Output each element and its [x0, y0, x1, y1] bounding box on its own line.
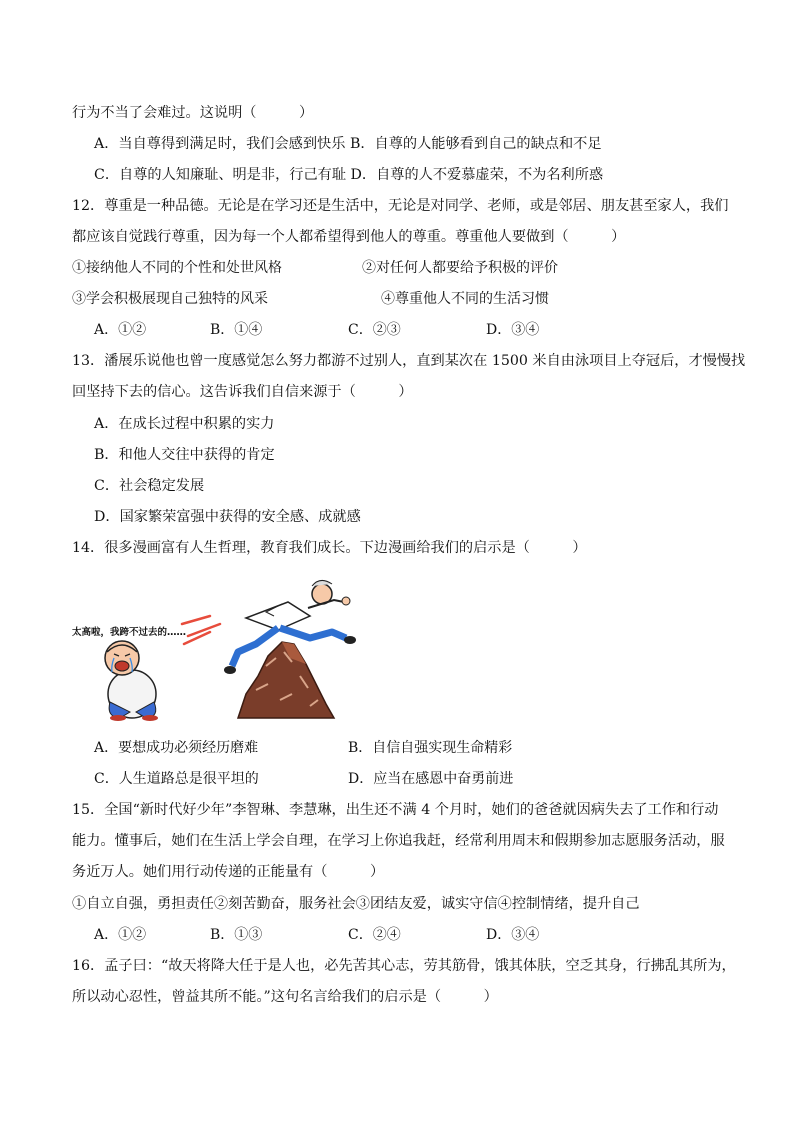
- q13-option-a: A．在成长过程中积累的实力: [94, 416, 275, 432]
- q14-cartoon: [70, 572, 370, 724]
- q11-options-cd: C．自尊的人知廉耻、明是非，行己有耻 D．自尊的人不爱慕虚荣，不为名利所惑: [94, 167, 604, 183]
- q12-option-b: B．①④: [210, 322, 263, 338]
- cartoon-drawing: [70, 572, 370, 724]
- q12-item-1: ①接纳他人不同的个性和处世风格: [72, 260, 282, 276]
- q13-option-d: D．国家繁荣富强中获得的安全感、成就感: [94, 509, 361, 525]
- rock-obstacle: [238, 642, 334, 718]
- q15-stem-line2: 能力。懂事后，她们在生活上学会自理，在学习上你追我赶，经常利用周末和假期参加志愿服务活动，服: [72, 833, 725, 849]
- crying-child-figure: [105, 641, 158, 721]
- q12-stem-line2: 都应该自觉践行尊重，因为每一个人都希望得到他人的尊重。尊重他人要做到（ ）: [72, 229, 626, 245]
- q14-option-d: D．应当在感恩中奋勇前进: [348, 771, 514, 787]
- q13-stem-line1: 13．潘展乐说他也曾一度感觉怎么努力都游不过别人，直到某次在 1500 米自由泳项目上夺冠后，才慢慢找: [72, 353, 746, 369]
- q12-item-2: ②对任何人都要给予积极的评价: [362, 260, 558, 276]
- q15-option-d: D．③④: [486, 927, 540, 943]
- q14-option-a: A．要想成功必须经历磨难: [94, 740, 259, 756]
- q12-stem-line1: 12．尊重是一种品德。无论是在学习还是生活中，无论是对同学、老师，或是邻居、朋友甚至家人，我们: [72, 198, 729, 214]
- q16-stem-line1: 16．孟子曰：“故天将降大任于是人也，必先苦其心志，劳其筋骨，饿其体肤，空乏其身，行拂乱其所为，: [72, 958, 736, 974]
- q15-stem-line3: 务近万人。她们用行动传递的正能量有（ ）: [72, 864, 385, 880]
- q14-stem: 14．很多漫画富有人生哲理，教育我们成长。下边漫画给我们的启示是（ ）: [72, 540, 587, 556]
- q11-options-ab: A．当自尊得到满足时，我们会感到快乐 B．自尊的人能够看到自己的缺点和不足: [94, 136, 602, 152]
- q13-option-b: B．和他人交往中获得的肯定: [94, 447, 275, 463]
- q15-option-a: A．①②: [94, 927, 147, 943]
- q13-stem-line2: 回坚持下去的信心。这告诉我们自信来源于（ ）: [72, 384, 413, 400]
- q11-stem-tail: 行为不当了会难过。这说明（ ）: [72, 105, 314, 121]
- q16-stem-line2: 所以动心忍性，曾益其所不能。”这句名言给我们的启示是（ ）: [72, 989, 498, 1005]
- q15-stem-line1: 15．全国“新时代好少年”李智琳、李慧琳，出生还不满 4 个月时，她们的爸爸就因病失去了工作和行动: [72, 802, 719, 818]
- q15-option-c: C．②④: [348, 927, 401, 943]
- cartoon-caption: 太高啦，我跨不过去的……: [72, 627, 187, 638]
- q14-option-c: C．人生道路总是很平坦的: [94, 771, 259, 787]
- q14-option-b: B．自信自强实现生命精彩: [348, 740, 513, 756]
- q13-option-c: C．社会稳定发展: [94, 478, 205, 494]
- q15-items: ①自立自强，勇担责任②刻苦勤奋，服务社会③团结友爱，诚实守信④控制情绪，提升自己: [72, 896, 640, 912]
- q12-option-d: D．③④: [486, 322, 540, 338]
- q12-option-a: A．①②: [94, 322, 147, 338]
- q12-item-4: ④尊重他人不同的生活习惯: [381, 291, 549, 307]
- q12-option-c: C．②③: [348, 322, 401, 338]
- q15-option-b: B．①③: [210, 927, 263, 943]
- q12-item-3: ③学会积极展现自己独特的风采: [72, 291, 268, 307]
